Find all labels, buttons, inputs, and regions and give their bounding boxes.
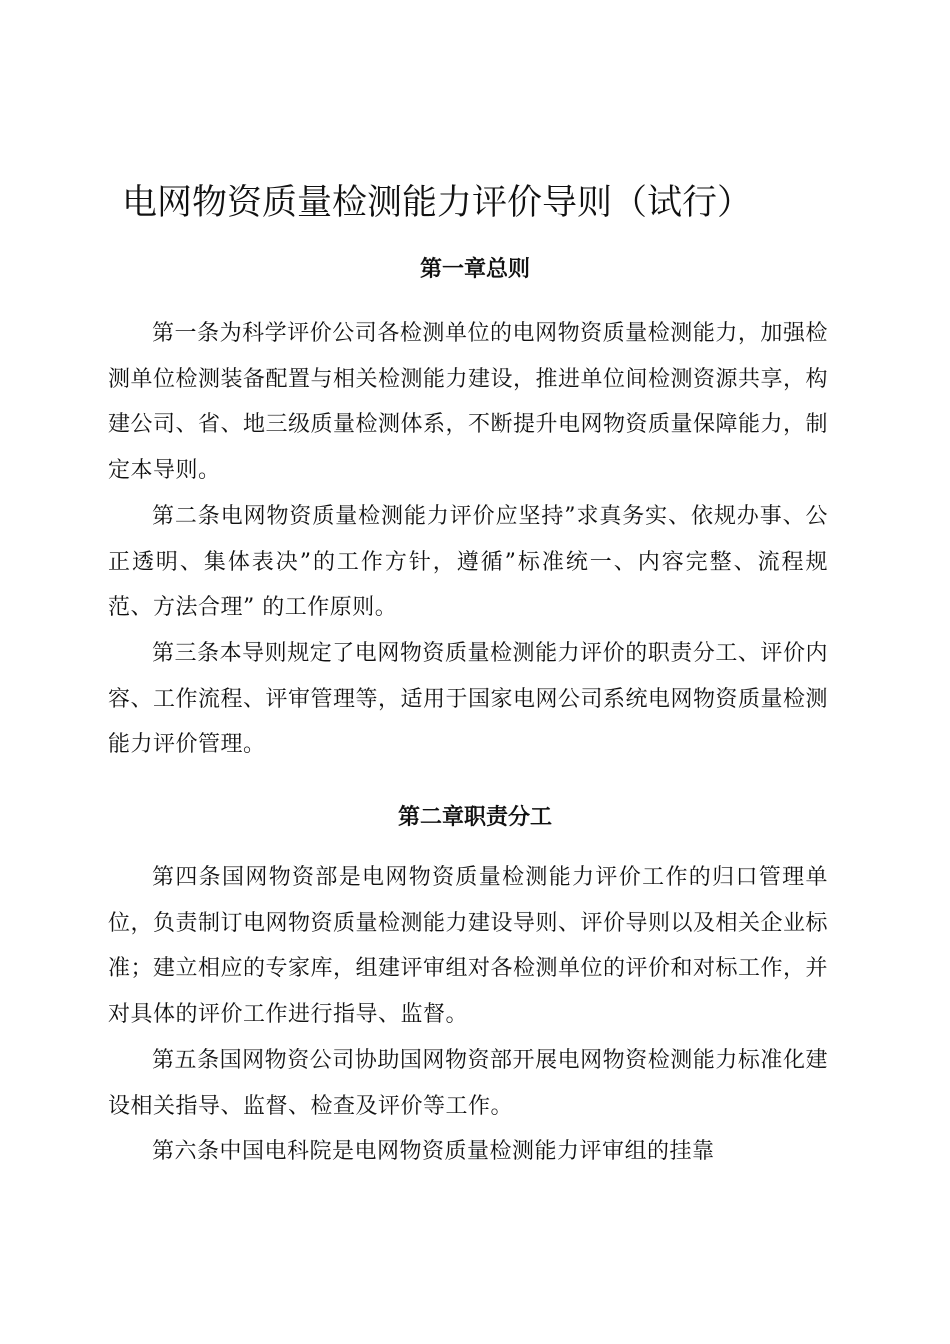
- chapter-heading-2: 第二章职责分工: [397, 804, 552, 830]
- article-6: 第六条中国电科院是电网物资质量检测能力评审组的挂靠: [152, 1139, 715, 1164]
- article-5: 第五条国网物资公司协助国网物资部开展电网物资检测能力标准化建设相关指导、监督、检查及评价等工作。: [108, 1048, 828, 1119]
- chapter-heading-1: 第一章总则: [419, 256, 530, 282]
- article-2: 第二条电网物资质量检测能力评价应坚持”求真务实、依规办事、公正透明、集体表决”的工作方针，遵循”标准统一、内容完整、流程规范、方法合理” 的工作原则。: [108, 504, 828, 620]
- article-4: 第四条国网物资部是电网物资质量检测能力评价工作的归口管理单位，负责制订电网物资质量检测能力建设导则、评价导则以及相关企业标准；建立相应的专家库，组建评审组对各检测单位的评价和对标工作，并对具体的评价工作进行指导、监督。: [108, 865, 829, 1027]
- article-1: 第一条为科学评价公司各检测单位的电网物资质量检测能力，加强检测单位检测装备配置与相关检测能力建设，推进单位间检测资源共享，构建公司、省、地三级质量检测体系，不断提升电网物资质量保障能力，制定本导则。: [108, 321, 829, 483]
- document-title: 电网物资质量检测能力评价导则（试行）: [122, 183, 753, 223]
- article-3: 第三条本导则规定了电网物资质量检测能力评价的职责分工、评价内容、工作流程、评审管理等，适用于国家电网公司系统电网物资质量检测能力评价管理。: [108, 641, 829, 757]
